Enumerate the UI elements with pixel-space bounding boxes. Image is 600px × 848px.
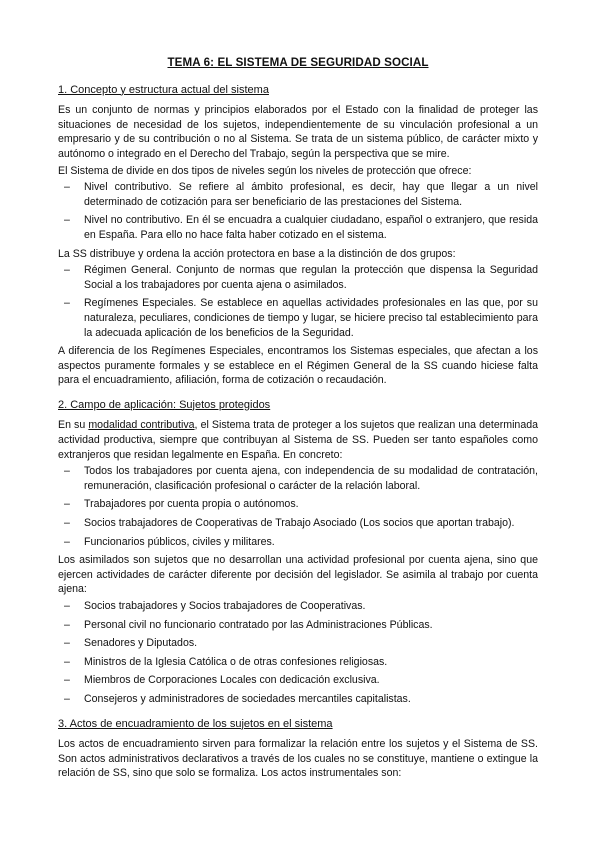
- assimilated-list: [58, 599, 538, 707]
- bullet-dash: –: [64, 655, 70, 668]
- list-item: – Socios trabajadores y Socios trabajadores de Cooperativas.: [64, 600, 366, 612]
- list-item: – Consejeros y administradores de sociedades mercantiles capitalistas.: [64, 692, 411, 705]
- paragraph-definicion: Es un conjunto de normas y principios elaborados por el Estado con la finalidad de proteger las situaciones de necesidad de los sujetos, independientemente de su vinculación profesional a un empresario y de su contribución o no al Sistema. Se trata de un sistema público, de carácter mixto y autónomo o integrado en el Derecho del Trabajo, según la perspectiva que se mire.: [58, 104, 538, 160]
- bullet-dash: –: [64, 517, 70, 530]
- list-item: – Régimen General. Conjunto de normas que regulan la protección que dispensa la Seguridad Social a los trabajadores por cuenta ajena o asimilados.: [64, 264, 538, 291]
- groups-list: [58, 263, 538, 340]
- bullet-dash: –: [64, 637, 70, 650]
- list-item: – Personal civil no funcionario contratado por las Administraciones Públicas.: [64, 618, 433, 631]
- bullet-dash: –: [64, 498, 70, 511]
- document-title: TEMA 6: EL SISTEMA DE SEGURIDAD SOCIAL: [167, 56, 429, 69]
- section-heading-concepto: 1. Concepto y estructura actual del sistema: [58, 83, 269, 96]
- list-item: – Ministros de la Iglesia Católica o de otras confesiones religiosas.: [64, 655, 388, 668]
- bullet-dash: –: [64, 181, 70, 194]
- bullet-dash: –: [64, 465, 70, 478]
- bullet-dash: –: [64, 214, 70, 227]
- section-heading-actos-encuadramiento: 3. Actos de encuadramiento de los sujetos en el sistema: [58, 717, 333, 730]
- list-item: – Miembros de Corporaciones Locales con dedicación exclusiva.: [64, 674, 380, 687]
- bullet-dash: –: [64, 674, 70, 687]
- bullet-dash: –: [64, 264, 70, 277]
- list-item: – Nivel contributivo. Se refiere al ámbito profesional, es decir, hay que llegar a un nivel determinado de cotización para ser beneficiario de las prestaciones del Sistema.: [64, 181, 538, 208]
- list-item: – Todos los trabajadores por cuenta ajena, con independencia de su modalidad de contratación, remuneración, clasificación profesional o carácter de la relación laboral.: [64, 465, 538, 492]
- section-heading-campo-aplicacion: 2. Campo de aplicación: Sujetos protegidos: [58, 398, 271, 411]
- paragraph-actos-encuadramiento: Los actos de encuadramiento sirven para formalizar la relación entre los sujetos y el Sistema de SS. Son actos administrativos declarativos a través de los cuales no se constituye, mantiene o extingue la relación de SS, sino que solo se formaliza. Los actos instrumentales son:: [58, 738, 538, 780]
- bullet-dash: –: [64, 600, 70, 612]
- paragraph-asimilados: Los asimilados son sujetos que no desarrollan una actividad profesional por cuenta ajena, sino que ejercen actividades de carácter diferente por decisión del legislador. Se asimila al trabajo por cuenta ajena:: [58, 554, 538, 596]
- list-item: – Funcionarios públicos, civiles y militares.: [64, 535, 275, 548]
- paragraph-grupos-intro: La SS distribuye y ordena la acción protectora en base a la distinción de dos grupos:: [58, 247, 456, 260]
- bullet-dash: –: [64, 535, 70, 548]
- list-item: – Nivel no contributivo. En él se encuadra a cualquier ciudadano, español o extranjero, que resida en España. Para ello no hace falta haber cotizado en el sistema.: [64, 214, 538, 241]
- paragraph-sistemas-especiales: A diferencia de los Regímenes Especiales, encontramos los Sistemas especiales, que afectan a los aspectos puramente formales y se establece en el Régimen General de la SS cuando hiciese falta para el encuadramiento, afiliación, forma de cotización o recaudación.: [58, 345, 538, 387]
- protected-list: [58, 464, 538, 549]
- list-item: – Trabajadores por cuenta propia o autónomos.: [64, 498, 299, 511]
- paragraph-niveles-intro: El Sistema de divide en dos tipos de niveles según los niveles de protección que ofrece:: [58, 164, 472, 177]
- list-item: – Socios trabajadores de Cooperativas de Trabajo Asociado (Los socios que aportan trabajo).: [64, 517, 515, 530]
- bullet-dash: –: [64, 297, 70, 310]
- paragraph-modalidad-contributiva: En su modalidad contributiva, el Sistema trata de proteger a los sujetos que realizan una determinada actividad productiva, siempre que contribuyan al Sistema de SS. Pueden ser tanto españoles como extranjeros que residan legalmente en España. En concreto:: [58, 419, 538, 461]
- bullet-dash: –: [64, 618, 70, 631]
- underlined-term: modalidad contributiva: [88, 419, 195, 432]
- bullet-dash: –: [64, 692, 70, 705]
- levels-list: [58, 180, 538, 242]
- list-item: – Regímenes Especiales. Se establece en aquellas actividades profesionales en las que, por su naturaleza, peculiares, condiciones de tiempo y lugar, se hiciere preciso tal establecimiento para la adecuada aplicación de los beneficios de la Seguridad.: [64, 297, 538, 339]
- list-item: – Senadores y Diputados.: [64, 637, 198, 650]
